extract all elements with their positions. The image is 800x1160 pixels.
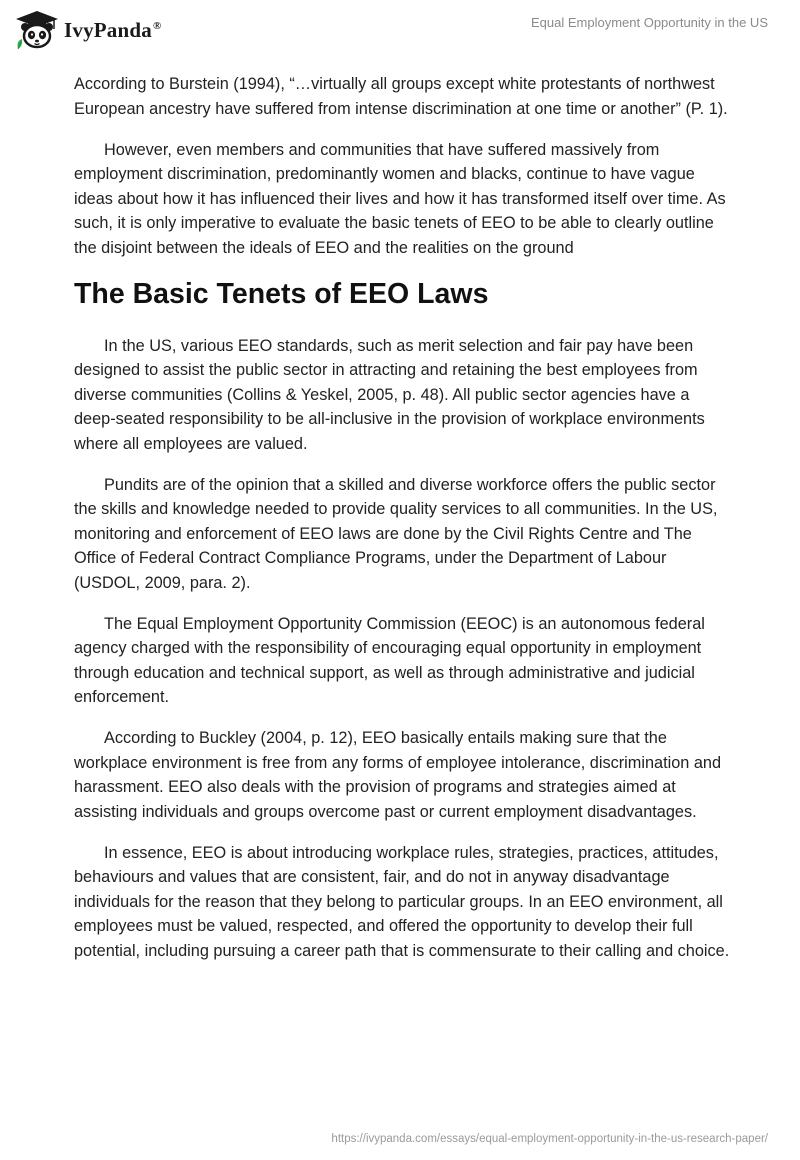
- source-url[interactable]: https://ivypanda.com/essays/equal-employment-opportunity-in-the-us-research-paper/: [331, 1133, 768, 1145]
- paragraph: In essence, EEO is about introducing workplace rules, strategies, practices, attitudes, behaviours and values that are consistent, fair, and do not in anyway disadvantage individuals for the reason that they belong to particular groups. In an EEO environment, all employees must be valued, respected, and offered the opportunity to develop their full potential, including pursuing a career path that is commensurate to their calling and choice.: [74, 843, 730, 960]
- paragraph: According to Buckley (2004, p. 12), EEO basically entails making sure that the workplace environment is free from any forms of employee intolerance, discrimination and harassment. EEO also deals with the provision of programs and strategies aimed at assisting individuals and groups overcome past or current employment disadvantages.: [74, 729, 722, 821]
- paragraph: The Equal Employment Opportunity Commission (EEOC) is an autonomous federal agency charged with the responsibility of encouraging equal opportunity in employment through education and technical support, as well as through administrative and judicial enforcement.: [74, 614, 705, 706]
- registered-mark: ®: [152, 19, 162, 32]
- paragraph: In the US, various EEO standards, such as merit selection and fair pay have been designed to assist the public sector in attracting and retaining the best employees from diverse communities (Collins & Yeskel, 2005, p. 48). All public sector agencies have a deep-seated responsibility to be all-inclusive in the provision of workplace environments where all employees are valued.: [74, 336, 705, 453]
- brand-name-text: IvyPanda: [64, 17, 152, 42]
- paragraph: However, even members and communities that have suffered massively from employment discrimination, predominantly women and blacks, continue to have vague ideas about how it has influenced their lives and how it has transformed itself over time. As such, it is only imperative to evaluate the basic tenets of EEO to be able to clearly outline the disjoint between the ideals of EEO and the realities on the ground: [74, 140, 726, 257]
- page-header: [0, 0, 800, 60]
- paragraph: According to Burstein (1994), “…virtually all groups except white protestants of northwest European ancestry have suffered from intense discrimination at one time or another” (P. 1).: [74, 75, 728, 118]
- essay-content: [74, 72, 734, 980]
- brand-name: [64, 18, 161, 43]
- section-heading: The Basic Tenets of EEO Laws: [74, 277, 489, 310]
- panda-graduate-icon: [14, 9, 60, 51]
- ivypanda-logo[interactable]: [14, 8, 161, 52]
- document-title: Equal Employment Opportunity in the US: [530, 15, 768, 30]
- paragraph: Pundits are of the opinion that a skilled and diverse workforce offers the public sector the skills and knowledge needed to provide quality services to all communities. In the US, monitoring and enforcement of EEO laws are done by the Civil Rights Centre and The Office of Federal Contract Compliance Programs, under the Department of Labour (USDOL, 2009, para. 2).: [74, 475, 718, 592]
